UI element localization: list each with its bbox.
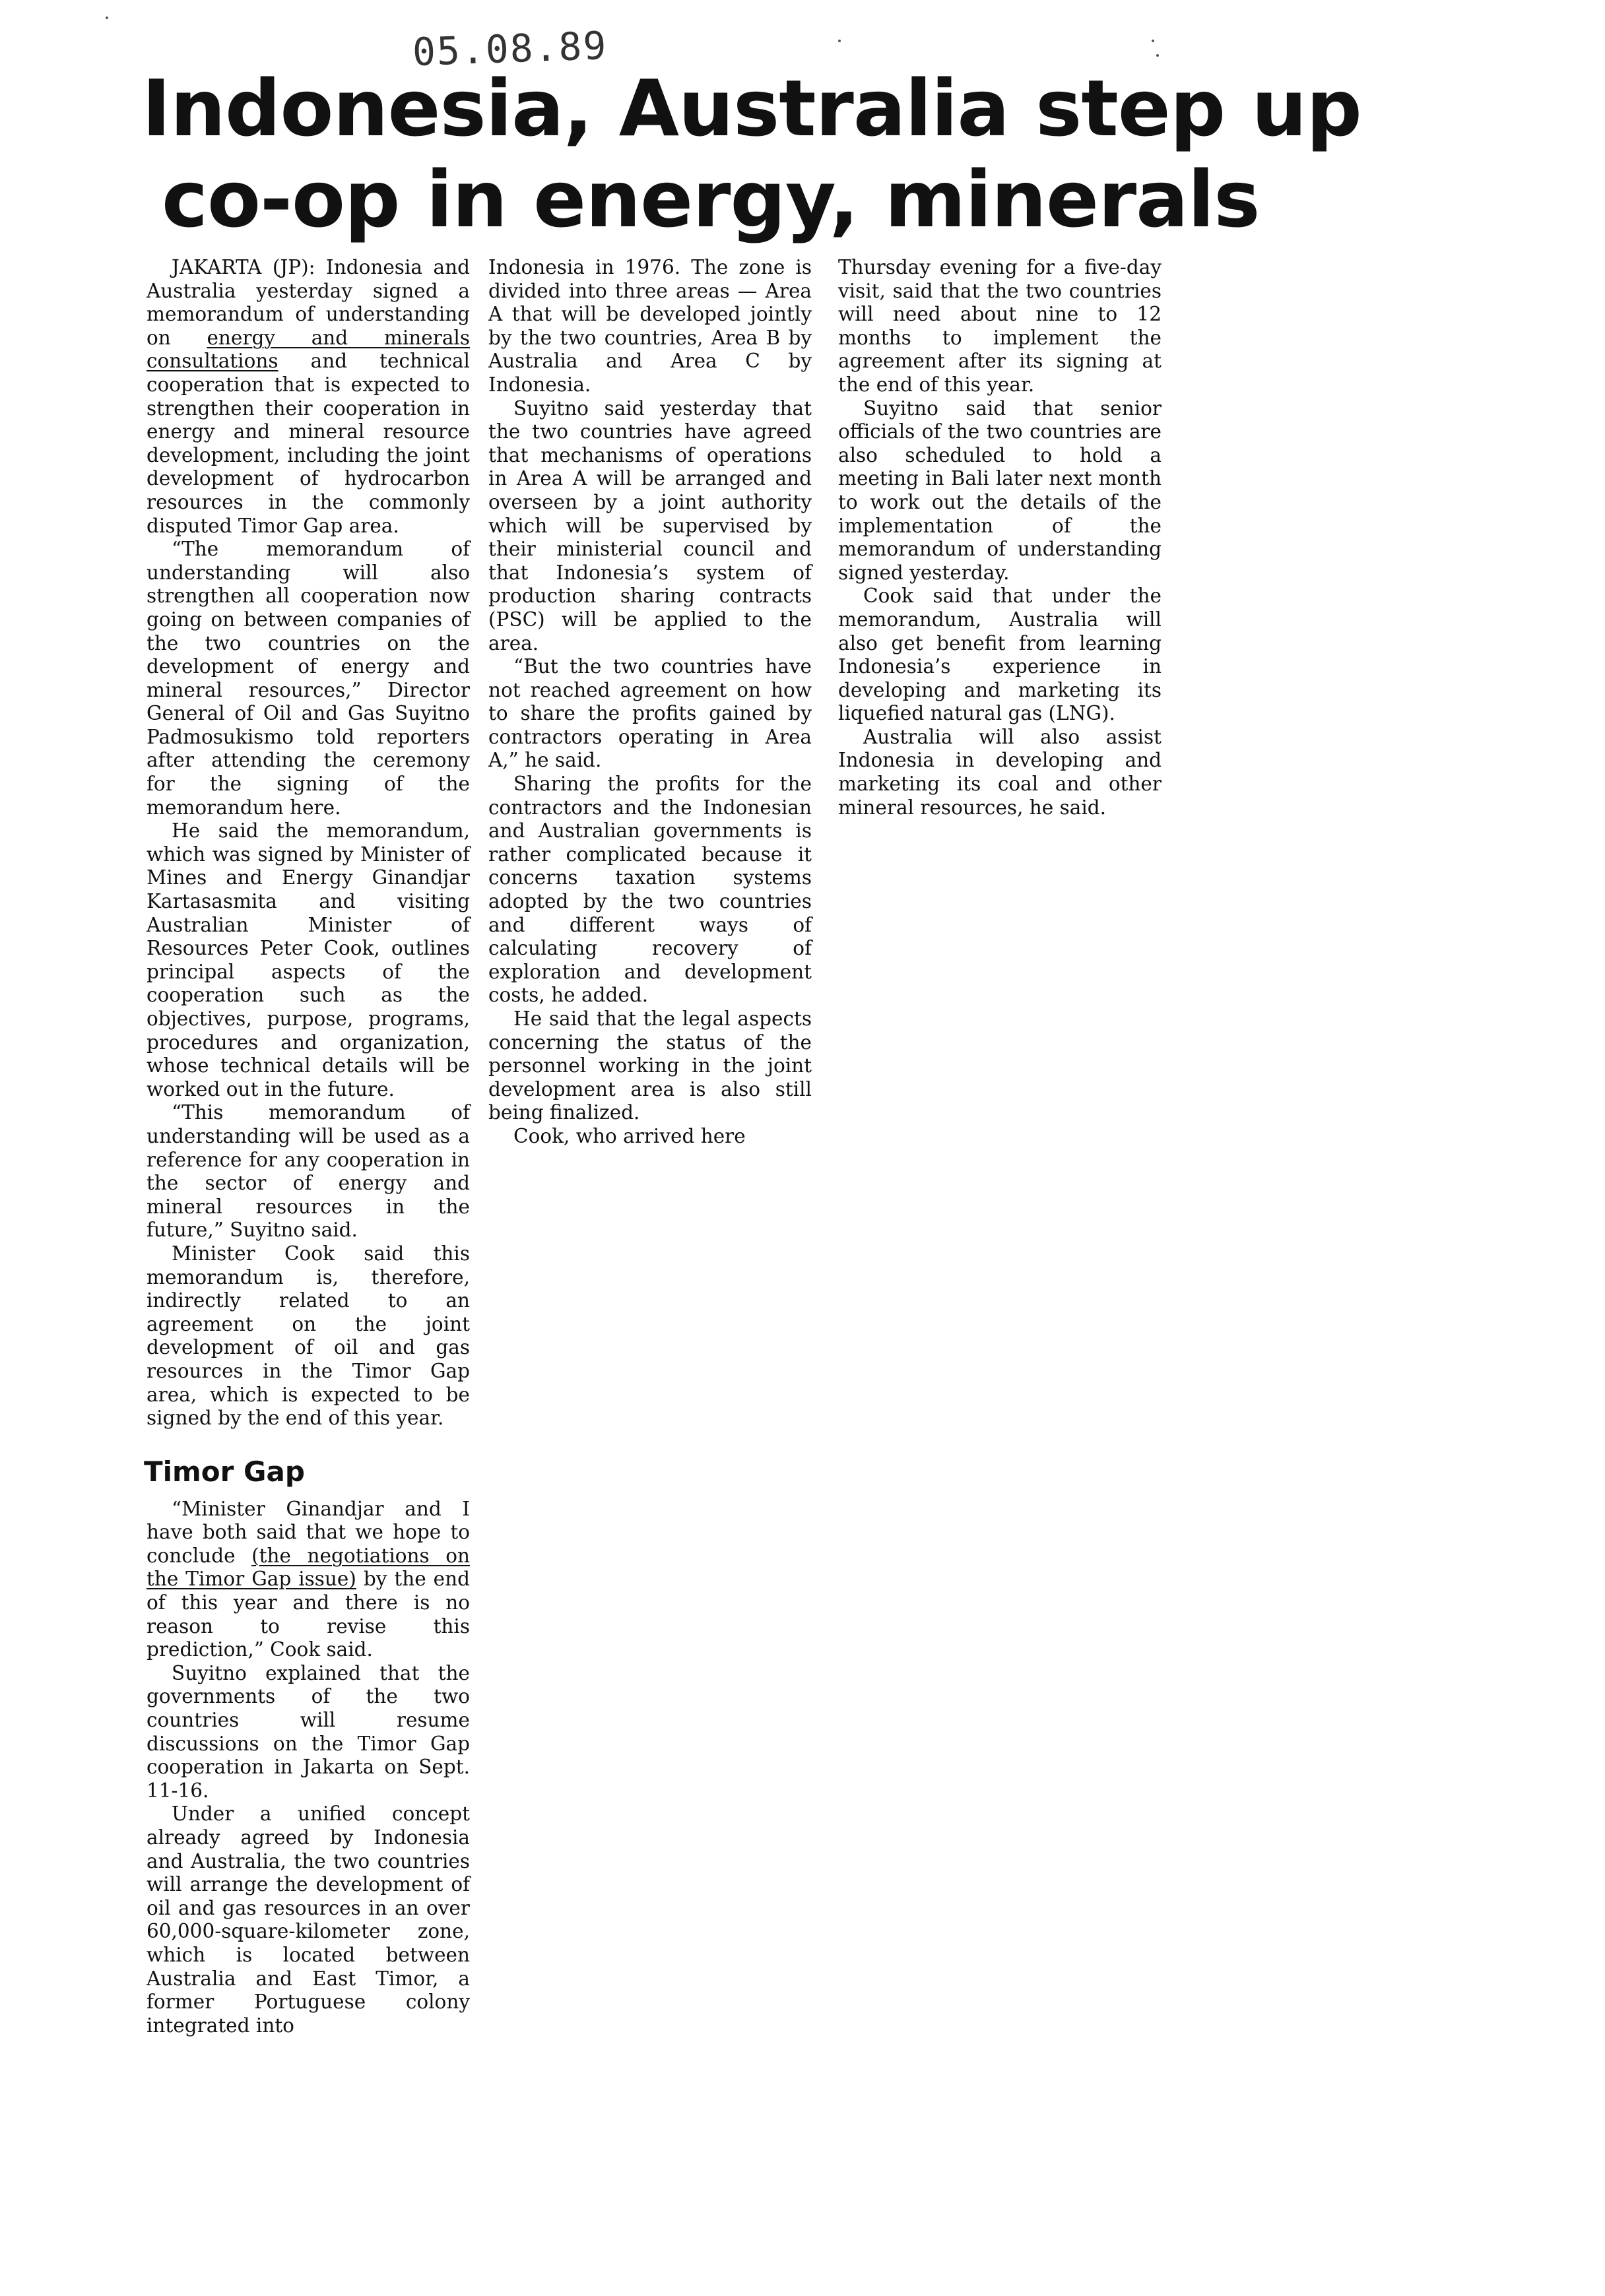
article-column-1 xyxy=(144,256,470,2037)
paragraph: Sharing the profits for the contractors and the Indonesian and Australian governments is rather complicated because it concerns taxation systems adopted by the two countries and different ways of calculating recovery of exploration and development costs, he added. xyxy=(488,773,812,1007)
handwritten-date: 05.08.89 xyxy=(411,22,608,75)
paragraph: “But the two countries have not reached agreement on how to share the profits gained by contractors operating in Area A,” he said. xyxy=(488,655,812,772)
paragraph: JAKARTA (JP): Indonesia and Australia yesterday signed a memorandum of understanding on energy and minerals consultations and technical cooperation that is expected to strengthen their cooperation in energy and mineral resource development, including the joint development of hydrocarbon resources in the commonly disputed Timor Gap area. xyxy=(147,256,470,537)
paragraph: Under a unified concept already agreed by Indonesia and Australia, the two countries will arrange the development of oil and gas resources in an over 60,000-square-kilometer zone, which is located between Australia and East Timor, a former Portuguese colony integrated into xyxy=(147,1802,470,2037)
scan-speck xyxy=(838,40,841,42)
headline-line-1: Indonesia, Australia step up xyxy=(142,63,1361,154)
paragraph: “Minister Ginandjar and I have both said that we hope to conclude (the negotiations on the Timor Gap issue) by the end of this year and there is no reason to revise this prediction,” Cook said. xyxy=(147,1497,470,1661)
paragraph: He said that the legal aspects concerning the status of the personnel working in the joint development area is also still being finalized. xyxy=(488,1007,812,1124)
headline xyxy=(142,63,1361,245)
paragraph: Suyitno explained that the governments of the two countries will resume discussions on the Timor Gap cooperation in Jakarta on Sept. 11-16. xyxy=(147,1661,470,1802)
article-column-2 xyxy=(488,256,812,1149)
subheading-timor-gap: Timor Gap xyxy=(144,1455,305,1488)
scan-speck xyxy=(106,16,108,19)
pen-underline: energy and minerals consultations xyxy=(147,326,470,373)
paragraph: Minister Cook said this memorandum is, therefore, indirectly related to an agreement on the joint development of oil and gas resources in the Timor Gap area, which is expected to be signed by the end of this year. xyxy=(147,1242,470,1430)
paragraph: Australia will also assist Indonesia in developing and marketing its coal and other mineral resources, he said. xyxy=(838,725,1162,819)
pen-underline: (the negotiations on the Timor Gap issue) xyxy=(147,1544,470,1591)
paragraph: Cook, who arrived here xyxy=(513,1124,746,1147)
paragraph: “This memorandum of understanding will be used as a reference for any cooperation in the sector of energy and mineral resources in the future,” Suyitno said. xyxy=(147,1101,470,1242)
paragraph: Suyitno said that senior officials of the two countries are also scheduled to hold a meeting in Bali later next month to work out the details of the implementation of the memorandum of understanding signed yesterday. xyxy=(838,397,1162,584)
paragraph: Indonesia in 1976. The zone is divided into three areas — Area A that will be developed jointly by the two countries, Area B by Australia and Area C by Indonesia. xyxy=(488,256,812,396)
paragraph: He said the memorandum, which was signed by Minister of Mines and Energy Ginandjar Kartasasmita and visiting Australian Minister of Resources Peter Cook, outlines principal aspects of the cooperation such as the objectives, purpose, programs, procedures and organization, whose technical details will be worked out in the future. xyxy=(147,819,470,1100)
paragraph: Thursday evening for a five-day visit, said that the two countries will need about nine to 12 months to implement the agreement after its signing at the end of this year. xyxy=(838,256,1162,396)
paragraph: Cook said that under the memorandum, Australia will also get benefit from learning Indonesia’s experience in developing and marketing its liquefied natural gas (LNG). xyxy=(838,585,1162,725)
article-column-3 xyxy=(838,256,1162,819)
scan-speck xyxy=(1152,40,1154,42)
headline-line-2: co-op in energy, minerals xyxy=(162,154,1260,245)
scan-speck xyxy=(1156,54,1159,57)
paragraph: “The memorandum of understanding will also strengthen all cooperation now going on between companies of the two countries on the development of energy and mineral resources,” Director General of Oil and Gas Suyitno Padmosukismo told reporters after attending the ceremony for the signing of the memorandum here. xyxy=(147,538,470,819)
paragraph: Suyitno said yesterday that the two countries have agreed that mechanisms of operations in Area A will be arranged and overseen by a joint authority which will be supervised by their ministerial council and that Indonesia’s system of production sharing contracts (PSC) will be applied to the area. xyxy=(488,397,812,654)
